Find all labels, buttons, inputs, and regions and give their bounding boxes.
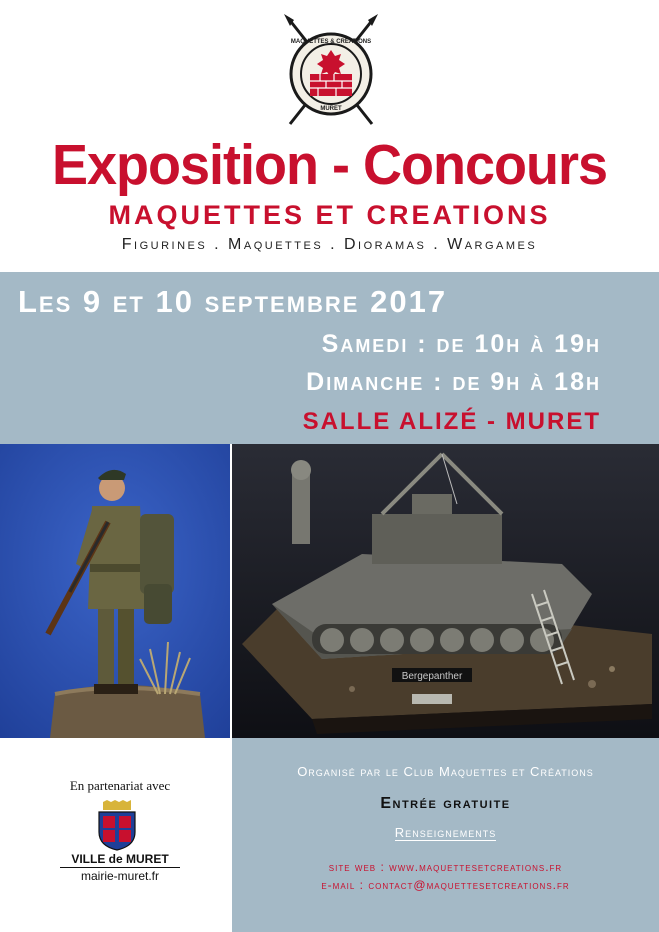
club-logo (276, 12, 386, 130)
sunday-hours: Dimanche : de 9h à 18h (306, 368, 601, 396)
event-title (0, 133, 659, 197)
renseignements-label: Renseignements (394, 825, 497, 840)
entry-text: Entrée gratuite (380, 795, 511, 812)
partner-text: En partenariat avec (69, 778, 171, 793)
city-crest-icon (95, 800, 139, 852)
email-link[interactable]: e-mail : contact@maquettesetcreations.fr (321, 878, 570, 892)
event-tagline: Figurines . Maquettes . Dioramas . Wargames (121, 236, 538, 253)
soldier-figure-photo (0, 444, 230, 738)
event-title-text: Exposition - Concours (51, 133, 608, 197)
city-name: VILLE de MURET (60, 852, 180, 868)
city-website: mairie-muret.fr (80, 869, 159, 883)
svg-text:MURET: MURET (320, 106, 342, 112)
tank-plaque: Bergepanther (401, 671, 463, 682)
renseignements-heading (232, 825, 659, 840)
event-venue: SALLE ALIZÉ - MURET (302, 408, 601, 435)
svg-text:MAQUETTES & CREATIONS: MAQUETTES & CREATIONS (290, 39, 372, 45)
tank-diorama-photo (232, 444, 659, 738)
organiser-text: Organisé par le Club Maquettes et Créations (297, 764, 594, 779)
saturday-hours: Samedi : de 10h à 19h (321, 330, 601, 358)
event-dates: Les 9 et 10 septembre 2017 (18, 284, 448, 319)
event-subtitle: MAQUETTES ET CREATIONS (108, 200, 551, 230)
website-link[interactable]: site web : www.maquettesetcreations.fr (328, 860, 563, 874)
